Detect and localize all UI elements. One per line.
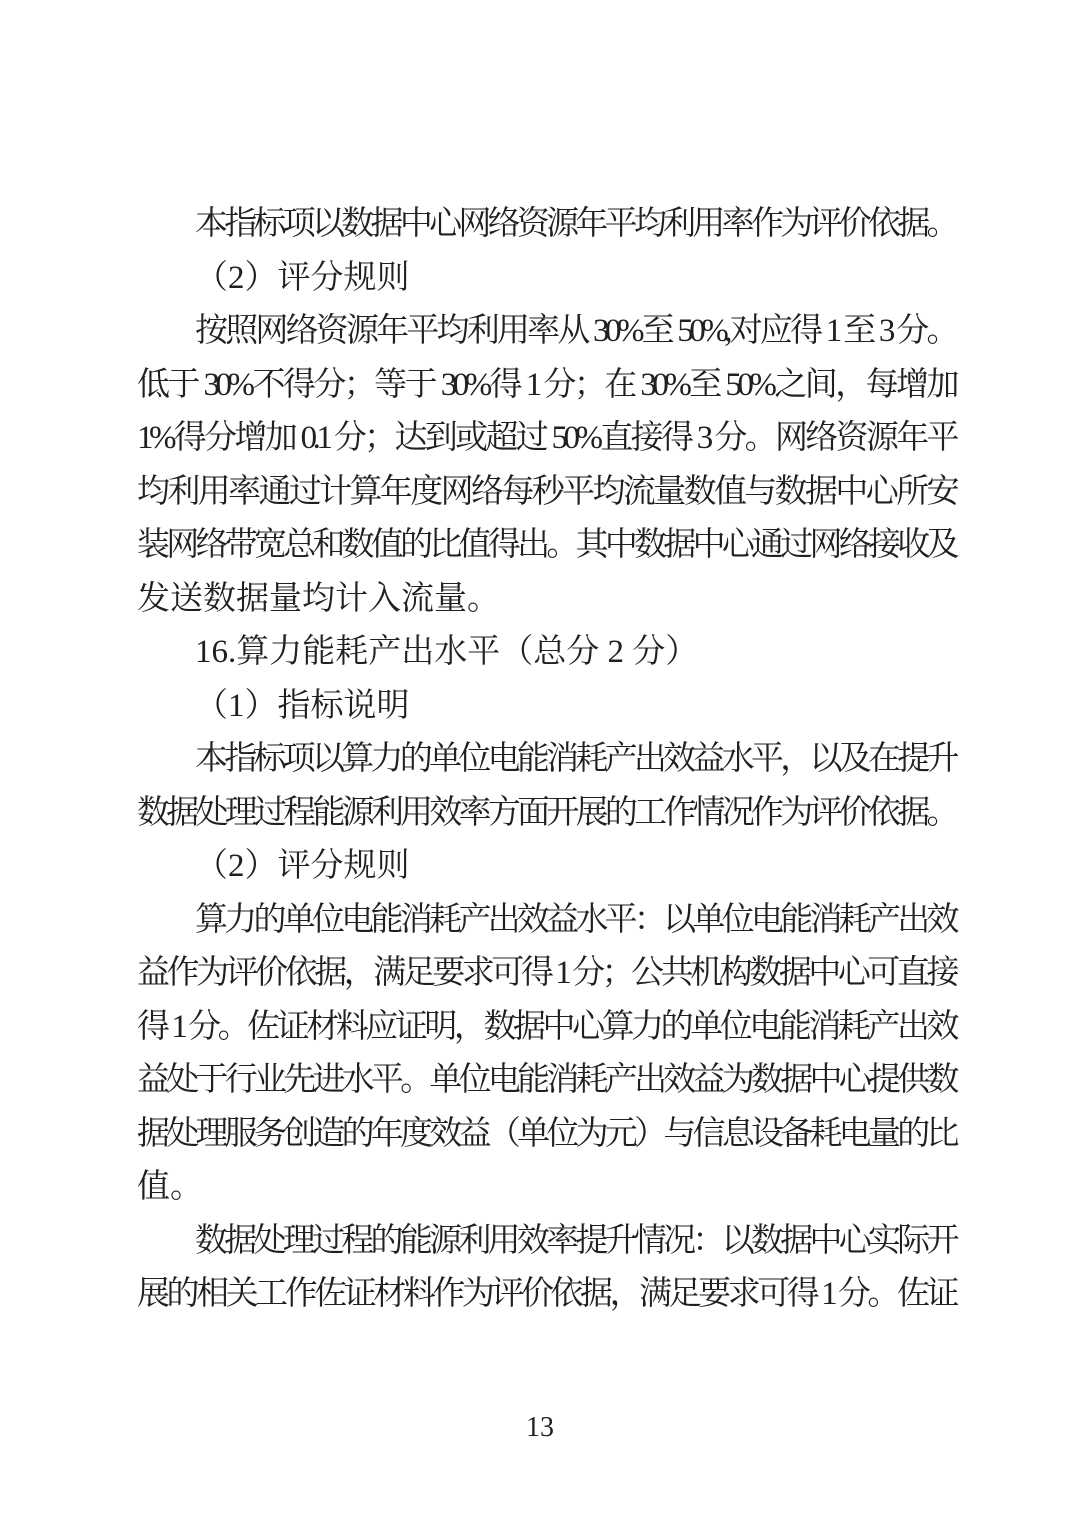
text-line: 益处于行业先进水平。单位电能消耗产出效益为数据中心提供数	[137, 1062, 955, 1098]
text-line: 本指标项以算力的单位电能消耗产出效益水平，以及在提升	[195, 741, 955, 777]
text-line: 装网络带宽总和数值的比值得出。其中数据中心通过网络接收及	[137, 527, 955, 563]
text-line: 本指标项以数据中心网络资源年平均利用率作为评价依据。	[195, 206, 955, 242]
text-line: 1%得分增加 0.1 分；达到或超过 50%直接得 3 分。网络资源年平	[137, 420, 955, 456]
text-line: 数据处理过程能源利用效率方面开展的工作情况作为评价依据。	[137, 794, 955, 831]
page-footer	[0, 1408, 1080, 1448]
text-line: （2）评分规则	[195, 848, 410, 884]
text-line: 16.算力能耗产出水平（总分 2 分）	[195, 634, 699, 670]
text-line: 值。	[137, 1169, 203, 1205]
text-line: 低于 30%不得分；等于 30%得 1 分；在 30%至 50%之间，每增加	[137, 366, 955, 403]
text-line: 据处理服务创造的年度效益（单位为元）与信息设备耗电量的比	[137, 1115, 955, 1152]
text-line: 均利用率通过计算年度网络每秒平均流量数值与数据中心所安	[137, 473, 955, 510]
page-number: 13	[526, 1412, 554, 1443]
document-body	[137, 198, 955, 1322]
text-line: 得 1 分。佐证材料应证明，数据中心算力的单位电能消耗产出效	[137, 1008, 955, 1045]
text-line: （1）指标说明	[195, 687, 410, 724]
text-line: 按照网络资源年平均利用率从 30%至 50%,对应得 1 至 3 分。	[195, 313, 955, 349]
text-line: 展的相关工作佐证材料作为评价依据，满足要求可得 1 分。佐证	[137, 1276, 955, 1312]
text-line: （2）评分规则	[195, 259, 410, 296]
text-line: 益作为评价依据，满足要求可得 1 分；公共机构数据中心可直接	[137, 955, 955, 991]
text-line: 发送数据量均计入流量。	[137, 580, 500, 617]
text-line: 数据处理过程的能源利用效率提升情况：以数据中心实际开	[195, 1222, 955, 1259]
text-line: 算力的单位电能消耗产出效益水平：以单位电能消耗产出效	[195, 901, 955, 938]
